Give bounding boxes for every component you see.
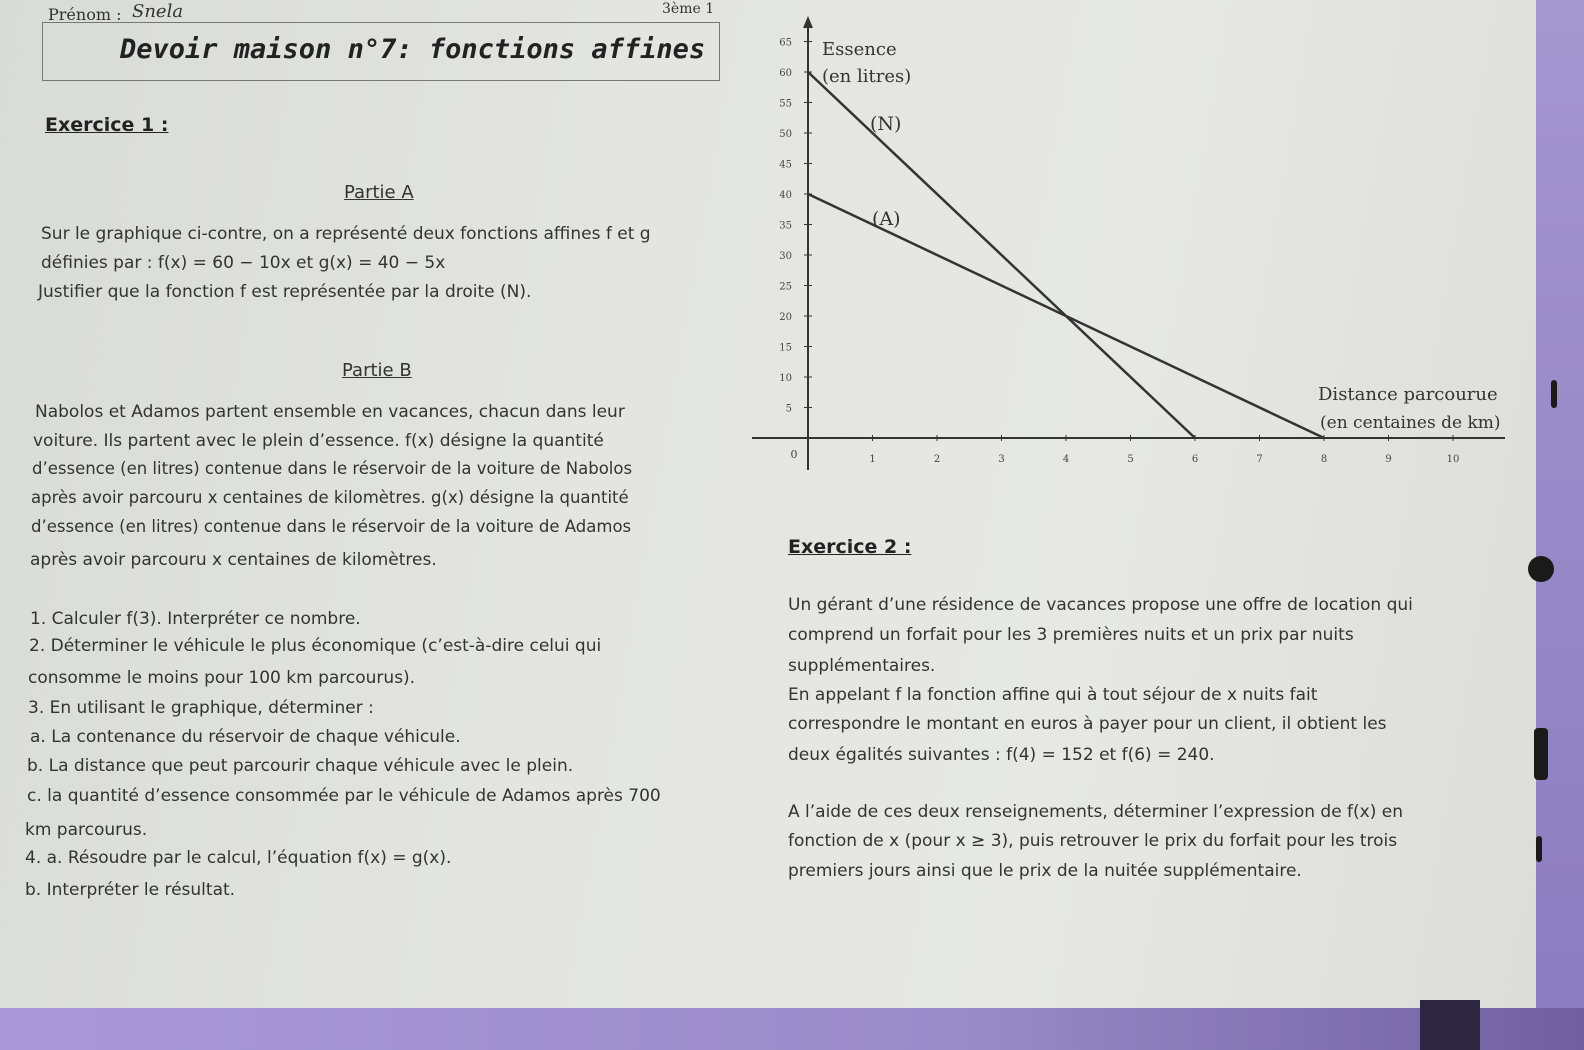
y-tick-label: 55 [779,98,792,110]
y-tick-label: 40 [779,190,792,201]
series-line [808,194,1324,438]
y-axis-subtitle: (en litres) [822,66,912,87]
x-tick-label: 8 [1320,454,1328,465]
question-line: a. La contenance du réservoir de chaque véhicule. [30,727,461,747]
series-label: (N) [870,113,902,135]
exercice2-line: correspondre le montant en euros à payer pour un client, il obtient les [788,714,1387,734]
partieA-line: Sur le graphique ci-contre, on a représenté deux fonctions affines f et g [41,224,651,244]
partieB-line: d’essence (en litres) contenue dans le réservoir de la voiture de Nabolos [32,459,633,478]
partieB-line: voiture. Ils partent avec le plein d’essence. f(x) désigne la quantité [33,431,604,451]
question-line: 1. Calculer f(3). Interpréter ce nombre. [30,609,361,629]
y-tick-label: 30 [779,251,792,262]
exercice2-line: deux égalités suivantes : f(4) = 152 et f(6) = 240. [788,745,1215,765]
series-line [808,72,1195,438]
x-tick-label: 3 [998,454,1005,465]
y-tick-label: 10 [779,373,792,384]
y-tick-label: 50 [779,129,792,140]
y-tick-label: 20 [779,312,792,323]
partieB-line: Nabolos et Adamos partent ensemble en vacances, chacun dans leur [35,402,625,422]
exercice2-line: comprend un forfait pour les 3 premières nuits et un prix par nuits [788,625,1354,645]
prenom-value: Snela [132,1,184,22]
exercice2-line: En appelant f la fonction affine qui à tout séjour de x nuits fait [788,685,1318,705]
question-line: km parcourus. [25,820,148,840]
class-label: 3ème 1 [662,1,715,17]
y-axis-arrow [803,16,813,28]
x-tick-label: 5 [1127,454,1134,465]
exercice1-heading: Exercice 1 : [45,114,169,136]
x-axis-title: Distance parcourue [1318,384,1498,405]
question-line: b. La distance que peut parcourir chaque véhicule avec le plein. [27,756,574,776]
exercice2-line: supplémentaires. [788,656,936,676]
y-tick-label: 45 [779,159,792,171]
question-line: b. Interpréter le résultat. [25,880,236,900]
prenom-label: Prénom : [48,5,122,24]
series-label: (A) [872,208,901,230]
question-line: 2. Déterminer le véhicule le plus économique (c’est-à-dire celui qui [29,636,602,656]
y-tick-label: 25 [779,281,792,293]
question-line: c. la quantité d’essence consommée par le véhicule de Adamos après 700 [27,786,661,806]
y-tick-label: 65 [779,37,792,49]
partieB-line: après avoir parcouru x centaines de kilomètres. g(x) désigne la quantité [31,488,629,507]
exercice2-line: Un gérant d’une résidence de vacances propose une offre de location qui [788,595,1413,615]
exercice2-line: premiers jours ainsi que le prix de la nuitée supplémentaire. [788,861,1302,881]
partieB-line: d’essence (en litres) contenue dans le réservoir de la voiture de Adamos [31,517,632,536]
partieA-line: Justifier que la fonction f est représentée par la droite (N). [38,282,532,302]
partieA-line: définies par : f(x) = 60 − 10x et g(x) = 40 − 5x [41,253,446,273]
exercice2-line: A l’aide de ces deux renseignements, déterminer l’expression de f(x) en [788,802,1404,822]
x-tick-label: 7 [1256,454,1263,465]
y-axis-title: Essence [822,39,897,60]
question-line: 4. a. Résoudre par le calcul, l’équation f(x) = g(x). [25,848,452,868]
y-tick-label: 35 [779,220,792,232]
y-tick-label: 5 [785,403,792,415]
question-line: 3. En utilisant le graphique, déterminer : [28,698,374,718]
x-tick-label: 9 [1385,454,1392,465]
y-tick-label: 60 [779,68,792,79]
x-tick-label: 6 [1191,454,1199,465]
page-title: Devoir maison n°7: fonctions affines [120,34,706,65]
x-axis-subtitle: (en centaines de km) [1320,413,1501,433]
exercice2-heading: Exercice 2 : [788,536,912,558]
exercice2-line: fonction de x (pour x ≥ 3), puis retrouver le prix du forfait pour les trois [788,831,1398,851]
x-tick-label: 2 [933,454,941,465]
partieB-heading: Partie B [342,360,412,381]
partieB-line: après avoir parcouru x centaines de kilomètres. [30,550,437,570]
partieA-heading: Partie A [344,182,414,203]
question-line: consomme le moins pour 100 km parcourus). [28,668,416,688]
x-tick-label: 4 [1062,454,1070,465]
y-tick-label: 15 [779,342,792,354]
x-tick-label: 10 [1446,454,1460,465]
x-tick-label: 1 [869,454,876,465]
origin-label: 0 [790,448,798,461]
